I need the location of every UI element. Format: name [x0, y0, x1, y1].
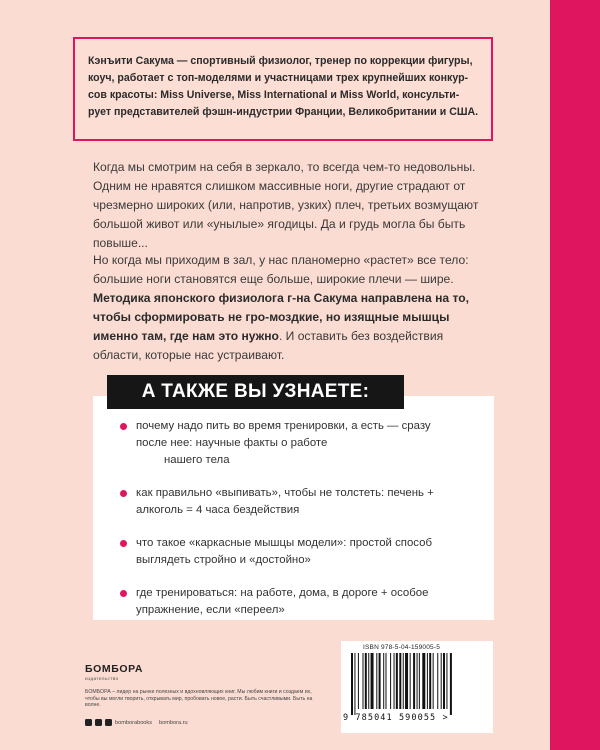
author-bio-box: [73, 37, 493, 141]
vk-icon: [95, 719, 102, 726]
list-item: [120, 485, 450, 519]
bullet-dot-icon: [120, 490, 127, 497]
barcode-stripe: [396, 653, 398, 709]
list-item-text: где тренироваться: на работе, дома, в дороге + особое упражнение, если «переел»: [136, 587, 429, 616]
isbn-label: ISBN 978-5-04-159005-5: [363, 644, 441, 651]
publisher-site: bombora.ru: [159, 719, 188, 726]
barcode-stripe: [443, 653, 445, 709]
social-handle: bomborabooks: [115, 719, 153, 726]
barcode-icon: [347, 653, 487, 715]
barcode-stripe: [379, 653, 381, 709]
barcode-stripe: [450, 653, 452, 715]
author-bio-line: рует представителей фэшн-индустрии Франции, Великобритании и США.: [88, 106, 479, 118]
list-item-text: как правильно «выпивать», чтобы не толстеть: печень + алкоголь = 4 часа бездействия: [136, 487, 434, 516]
bullet-dot-icon: [120, 540, 127, 547]
publisher-description: БОМБОРА – лидер на рынке полезных и вдохновляющих книг. Мы любим книги и создаем их, чтобы вы могли творить, открывать мир, пробовать новое, расти. Быть счастливыми. Быть на волне.: [85, 689, 313, 709]
list-item-text-tail: нашего тела: [164, 454, 230, 466]
barcode-stripe: [422, 653, 425, 709]
instagram-icon: [105, 719, 112, 726]
barcode-stripe: [371, 653, 374, 709]
barcode-stripe: [354, 653, 355, 715]
list-item: [120, 535, 450, 569]
barcode-stripe: [403, 653, 404, 709]
barcode-digits: 9 785041 590055 >: [343, 713, 449, 723]
barcode-stripe: [390, 653, 391, 709]
barcode-stripe: [405, 653, 408, 709]
barcode-stripe: [427, 653, 428, 709]
author-bio-line: коуч, работает с топ-моделями и участницами трех крупнейших конкур-: [88, 72, 469, 84]
barcode-stripe: [386, 653, 387, 709]
barcode-stripe: [365, 653, 367, 709]
barcode-stripe: [437, 653, 438, 709]
barcode-stripe: [383, 653, 384, 709]
book-spine: [550, 0, 600, 750]
barcode-stripe: [446, 653, 447, 709]
bullet-dot-icon: [120, 423, 127, 430]
barcode-stripe: [351, 653, 353, 715]
author-bio-line: Кэнъити Сакума — спортивный физиолог, тренер по коррекции фигуры,: [88, 55, 473, 67]
intro-paragraph-2: [93, 251, 483, 365]
list-item: [120, 418, 450, 469]
publisher-social: [85, 719, 188, 726]
barcode-stripe: [429, 653, 431, 709]
intro-paragraph-2-start: Но когда мы приходим в зал, у нас планомерно «растет» все тело: большие ноги становятся еще больше, широкие плечи — шире.: [93, 253, 469, 286]
barcode-stripe: [368, 653, 369, 709]
intro-paragraph-2-end: . И оставить без воздействия области, которые нас устраивают.: [93, 329, 444, 362]
barcode-stripe: [441, 653, 442, 709]
barcode-stripe: [358, 653, 359, 709]
learn-heading: А ТАКЖЕ ВЫ УЗНАЕТЕ:: [107, 375, 404, 409]
barcode-stripe: [399, 653, 401, 709]
publisher-subtitle: издательство: [85, 677, 119, 682]
barcode-stripe: [413, 653, 415, 709]
list-item-text: что такое «каркасные мышцы модели»: простой способ выглядеть стройно и «достойно»: [136, 537, 432, 566]
intro-paragraph-1: Когда мы смотрим на себя в зеркало, то всегда чем-то недовольны. Одним не нравятся слишком массивные ноги, другие страдают от чрезмерно широких (или, напротив, узких) плеч, третьих возмущают большой живот или «унылые» ягодицы. Да и грудь могла бы быть повыше...: [93, 160, 479, 250]
barcode-stripe: [410, 653, 411, 709]
publisher-logo: БОМБОРА: [85, 663, 144, 675]
intro-paragraph-2-bold: Методика японского физиолога г-на Сакума направлена на то, чтобы сформировать не гро-моздкие, но изящные мышцы именно там, где нам это нужно: [93, 291, 469, 343]
learn-list: [120, 418, 450, 635]
barcode-stripe: [394, 653, 395, 709]
barcode-area: [341, 641, 493, 733]
barcode-stripe: [419, 653, 420, 709]
barcode-stripe: [433, 653, 434, 709]
bullet-dot-icon: [120, 590, 127, 597]
author-bio-line: сов красоты: Miss Universe, Miss International и Miss World, консульти-: [88, 89, 460, 101]
barcode-stripe: [417, 653, 418, 709]
list-item: [120, 585, 450, 619]
barcode-stripe: [376, 653, 377, 709]
facebook-icon: [85, 719, 92, 726]
list-item-text: почему надо пить во время тренировки, а есть — сразу после нее: научные факты о работе: [136, 420, 431, 449]
barcode-stripe: [363, 653, 364, 709]
